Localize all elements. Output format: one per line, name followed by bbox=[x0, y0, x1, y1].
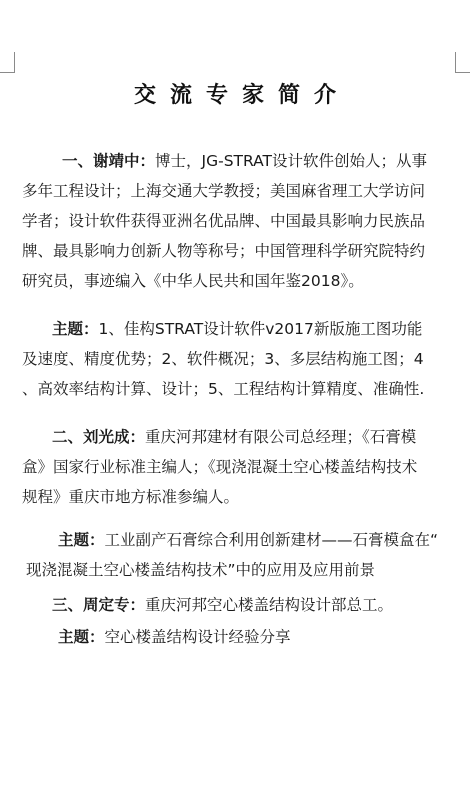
topic-label: 主题： bbox=[58, 531, 105, 549]
expert-3-topic-paragraph bbox=[22, 622, 454, 652]
expert-2-topic: 工业副产石膏综合利用创新建材——石膏模盒在“ bbox=[104, 531, 439, 549]
expert-2-topic-paragraph bbox=[22, 525, 454, 585]
crop-mark-top-left-horizontal bbox=[0, 72, 14, 73]
paragraph-line bbox=[22, 314, 454, 344]
expert-3-topic: 空心楼盖结构设计经验分享 bbox=[104, 628, 291, 646]
crop-mark-top-right-horizontal bbox=[455, 72, 470, 73]
document-title: 交流专家简介 bbox=[133, 83, 350, 108]
expert-1-name: 一、谢靖中： bbox=[62, 152, 156, 170]
paragraph-line bbox=[22, 146, 454, 176]
topic-label: 主题： bbox=[52, 320, 99, 338]
expert-1-intro: 博士，JG-STRAT设计软件创始人；从事 bbox=[155, 152, 428, 170]
expert-2-intro: 重庆河邦建材有限公司总经理；《石膏模 bbox=[145, 428, 417, 446]
expert-3-paragraph bbox=[22, 590, 454, 620]
paragraph-line: 学者；设计软件获得亚洲名优品牌、中国最具影响力民族品 bbox=[22, 212, 426, 230]
expert-1-topic: 1、佳构STRAT设计软件v2017新版施工图功能 bbox=[98, 320, 423, 338]
paragraph-line bbox=[22, 622, 454, 652]
expert-3-name: 三、周定专： bbox=[52, 596, 146, 614]
paragraph-line: 现浇混凝土空心楼盖结构技术”中的应用及应用前景 bbox=[26, 561, 376, 579]
topic-label: 主题： bbox=[58, 628, 105, 646]
paragraph-line bbox=[22, 422, 454, 452]
paragraph-line: 规程》重庆市地方标准参编人。 bbox=[22, 488, 240, 506]
expert-3-intro: 重庆河邦空心楼盖结构设计部总工。 bbox=[145, 596, 394, 614]
crop-mark-top-right-vertical bbox=[455, 52, 456, 73]
paragraph-line: 及速度、精度优势；2、软件概况；3、多层结构施工图；4 bbox=[22, 350, 424, 368]
paragraph-line: 牌、最具影响力创新人物等称号；中国管理科学研究院特约 bbox=[22, 242, 426, 260]
expert-2-paragraph bbox=[22, 422, 454, 512]
paragraph-line: 盒》国家行业标准主编人；《现浇混凝土空心楼盖结构技术 bbox=[22, 458, 418, 476]
paragraph-line: 、高效率结构计算、设计；5、工程结构计算精度、准确性. bbox=[22, 380, 425, 398]
paragraph-line bbox=[22, 590, 454, 620]
paragraph-line bbox=[22, 525, 454, 555]
paragraph-line: 多年工程设计；上海交通大学教授；美国麻省理工大学访问 bbox=[22, 182, 426, 200]
expert-1-paragraph bbox=[22, 146, 454, 296]
crop-mark-top-left-vertical bbox=[14, 52, 15, 73]
expert-2-name: 二、刘光成： bbox=[52, 428, 146, 446]
paragraph-line: 研究员，事迹编入《中华人民共和国年鉴2018》。 bbox=[22, 272, 364, 290]
expert-1-topic-paragraph bbox=[22, 314, 454, 404]
